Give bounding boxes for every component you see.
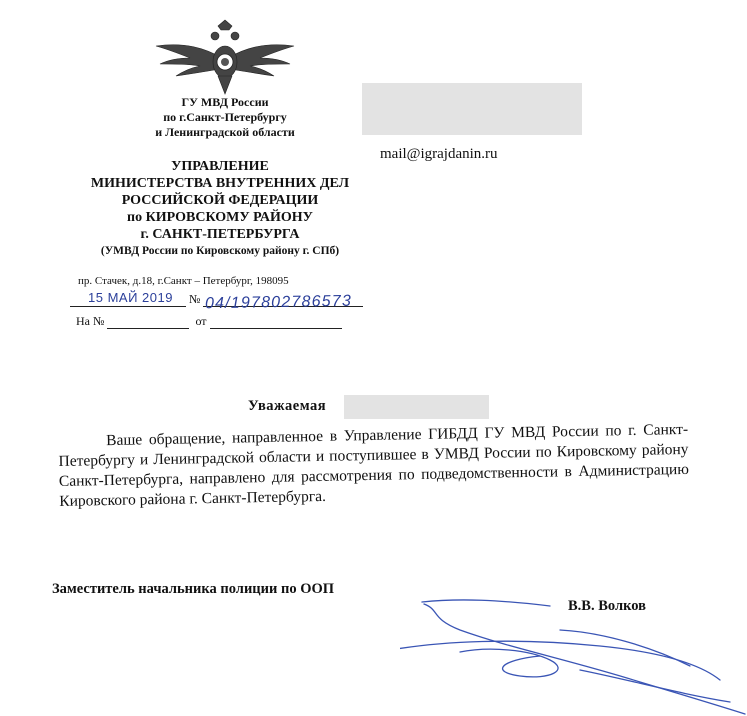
department-block bbox=[70, 158, 370, 260]
org-line: ГУ МВД России bbox=[181, 95, 269, 109]
handwritten-signature bbox=[400, 590, 747, 716]
letter-body bbox=[58, 420, 689, 512]
department-address: пр. Стачек, д.18, г.Санкт – Петербург, 198095 bbox=[78, 275, 289, 287]
reference-row bbox=[76, 314, 342, 329]
dept-line: МИНИСТЕРСТВА ВНУТРЕННИХ ДЕЛ bbox=[90, 176, 350, 191]
recipient-email: mail@igrajdanin.ru bbox=[380, 146, 498, 162]
from-label: от bbox=[195, 314, 207, 328]
date-stamp: 15 МАЙ 2019 bbox=[88, 290, 173, 305]
signer-title: Заместитель начальника полиции по ООП bbox=[52, 581, 335, 597]
mvd-eagle-emblem-icon bbox=[150, 18, 300, 96]
redacted-recipient-name bbox=[362, 83, 582, 135]
dept-line: по КИРОВСКОМУ РАЙОНУ bbox=[127, 210, 313, 225]
salutation: Уважаемая bbox=[248, 398, 327, 414]
body-paragraph: Ваше обращение, направленное в Управление ГИБДД ГУ МВД России по г. Санкт-Петербургу и Ленинградской области и поступившее в УМВД России по Кировскому району Санкт-Петербурга, направлено для рассмотрения по подведомственности в Администрацию Кировского района г. Санкт-Петербурга. bbox=[58, 420, 689, 510]
ref-date-line bbox=[210, 314, 342, 329]
dept-short-name: (УМВД России по Кировскому району г. СПб) bbox=[100, 245, 340, 257]
org-line: и Ленинградской области bbox=[155, 125, 295, 139]
parent-organization bbox=[130, 95, 320, 140]
dept-line: г. САНКТ-ПЕТЕРБУРГА bbox=[140, 227, 300, 242]
signer-name: В.В. Волков bbox=[568, 598, 646, 614]
org-line: по г.Санкт-Петербургу bbox=[163, 110, 287, 124]
registration-number: 04/197802786573 bbox=[204, 292, 353, 313]
dept-line: УПРАВЛЕНИЕ bbox=[171, 159, 269, 174]
ref-number-line bbox=[107, 314, 189, 329]
ref-label: На № bbox=[76, 314, 105, 328]
dept-line: РОССИЙСКОЙ ФЕДЕРАЦИИ bbox=[121, 193, 319, 208]
number-label: № bbox=[189, 292, 201, 306]
redacted-addressee-name bbox=[344, 395, 489, 419]
